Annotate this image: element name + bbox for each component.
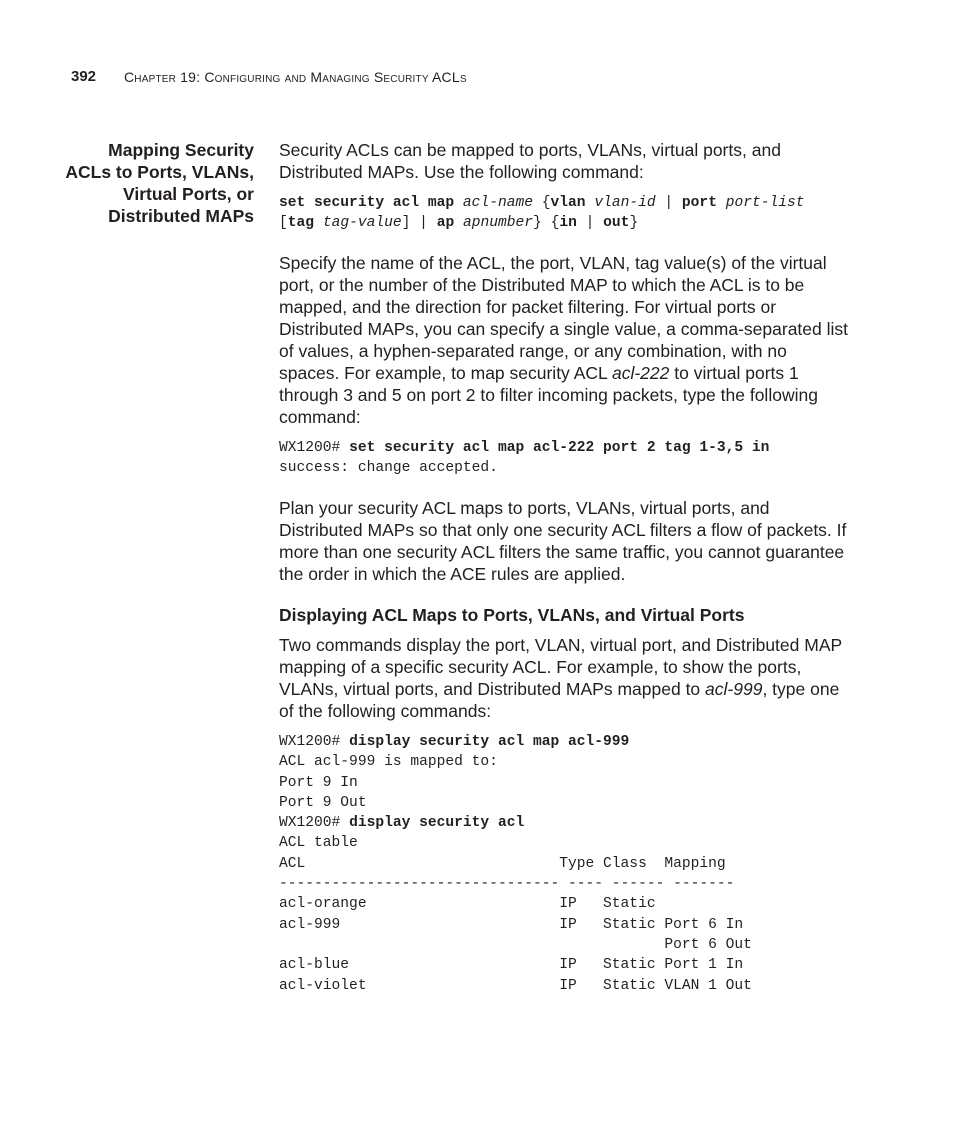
cli-output: ACL acl-999 is mapped to: [279, 754, 498, 771]
syntax-argument: apnumber [462, 215, 534, 232]
acl-table-row: acl-999 IP Static Port 6 In [279, 916, 744, 933]
syntax-pipe: | [419, 215, 428, 232]
syntax-keyword: vlan [550, 195, 586, 211]
text-line: mapped, and the direction for packet filtering. For virtual ports or [279, 297, 777, 317]
acl-name-emphasis: acl-999 [705, 679, 763, 699]
text-run: , type one [762, 679, 840, 699]
syntax-keyword: in [559, 215, 577, 232]
acl-table-row: Port 6 Out [279, 936, 752, 953]
syntax-argument: port-list [725, 195, 805, 211]
cli-command: set security acl map acl-222 port 2 tag 1-3,5 in [349, 440, 770, 456]
syntax-keyword: ap [436, 215, 455, 232]
syntax-argument: tag-value [322, 215, 402, 232]
syntax-keyword: set security acl map [279, 195, 455, 211]
text-line: the order in which the ACE rules are applied. [279, 564, 626, 584]
text-line [279, 678, 869, 700]
acl-table-header: ACL Type Class Mapping [279, 855, 726, 872]
cli-output: Port 9 Out [279, 794, 367, 811]
text-line: Distributed MAPs so that only one security ACL filters a flow of packets. If [279, 520, 847, 540]
syntax-argument: vlan-id [594, 195, 656, 211]
syntax-keyword: tag [287, 215, 315, 232]
text-run: to virtual ports 1 [669, 363, 799, 383]
acl-table-row: acl-blue IP Static Port 1 In [279, 957, 744, 974]
text-line: Distributed MAPs. Use the following command: [279, 162, 644, 182]
syntax-keyword: out [603, 215, 630, 232]
text-line: more than one security ACL filters the same traffic, you cannot guarantee [279, 542, 845, 562]
cli-output: Port 9 In [279, 774, 358, 791]
text-line: Specify the name of the ACL, the port, VLAN, tag value(s) of the virtual [279, 253, 827, 273]
acl-name-emphasis: acl-222 [611, 363, 670, 383]
syntax-brace: } [533, 215, 542, 232]
cli-prompt: WX1200# [279, 734, 350, 750]
subsection-heading [279, 604, 869, 626]
text-line [279, 362, 869, 384]
section-heading-line: ACLs to Ports, VLANs, [65, 162, 254, 182]
code-example-1 [279, 438, 869, 479]
chapter-title-text: Chapter 19: Configuring and Managing Security ACLs [124, 69, 467, 85]
syntax-argument: acl-name [462, 195, 533, 211]
syntax-pipe: | [664, 195, 674, 211]
text-line: mapping of a specific security ACL. For example, to show the ports, [279, 657, 802, 677]
text-line: through 3 and 5 on port 2 to filter incoming packets, type the following [279, 385, 818, 405]
text-line: port, or the number of the Distributed MAP to which the ACL is to be [279, 275, 805, 295]
command-syntax [279, 193, 869, 234]
acl-table-rule: -------------------------------- ---- ------ ------- [279, 876, 735, 893]
text-line: Two commands display the port, VLAN, virtual port, and Distributed MAP [279, 635, 843, 655]
display-paragraph [279, 634, 869, 722]
cli-command: display security acl [349, 815, 525, 832]
text-line: command: [279, 407, 361, 427]
syntax-brace: { [541, 195, 551, 211]
acl-table-row: acl-orange IP Static [279, 896, 656, 913]
intro-paragraph [279, 139, 869, 183]
text-line: of values, a hyphen-separated range, or any combination, with no [279, 341, 787, 361]
syntax-bracket: [ [279, 215, 288, 232]
text-run: spaces. For example, to map security ACL [279, 363, 612, 383]
cli-output: ACL table [279, 835, 358, 852]
cli-output: success: change accepted. [279, 460, 498, 477]
section-heading [40, 139, 254, 227]
syntax-pipe: | [585, 215, 595, 232]
syntax-brace: } [629, 215, 639, 232]
text-line: Security ACLs can be mapped to ports, VLANs, virtual ports, and [279, 140, 781, 160]
text-line: Distributed MAPs, you can specify a single value, a comma-separated list [279, 319, 849, 339]
text-run: VLANs, virtual ports, and Distributed MAPs mapped to [279, 679, 706, 699]
cli-command: display security acl map acl-999 [349, 734, 630, 750]
text-line: Plan your security ACL maps to ports, VLANs, virtual ports, and [279, 498, 770, 518]
section-heading-line: Distributed MAPs [108, 206, 254, 226]
section-heading-line: Virtual Ports, or [123, 184, 254, 204]
syntax-bracket: ] [401, 215, 411, 232]
cli-prompt: WX1200# [279, 440, 350, 456]
code-example-2 [279, 732, 869, 996]
page-number: 392 [71, 68, 97, 85]
section-heading-line: Mapping Security [108, 140, 254, 160]
syntax-keyword: port [681, 195, 717, 211]
text-line: of the following commands: [279, 701, 492, 721]
acl-table-row: acl-violet IP Static VLAN 1 Out [279, 977, 752, 994]
description-paragraph [279, 252, 869, 428]
subsection-title: Displaying ACL Maps to Ports, VLANs, and Virtual Ports [279, 605, 745, 625]
cli-prompt: WX1200# [279, 815, 350, 832]
syntax-brace: { [550, 215, 560, 232]
chapter-title [124, 69, 467, 85]
planning-paragraph [279, 497, 869, 585]
